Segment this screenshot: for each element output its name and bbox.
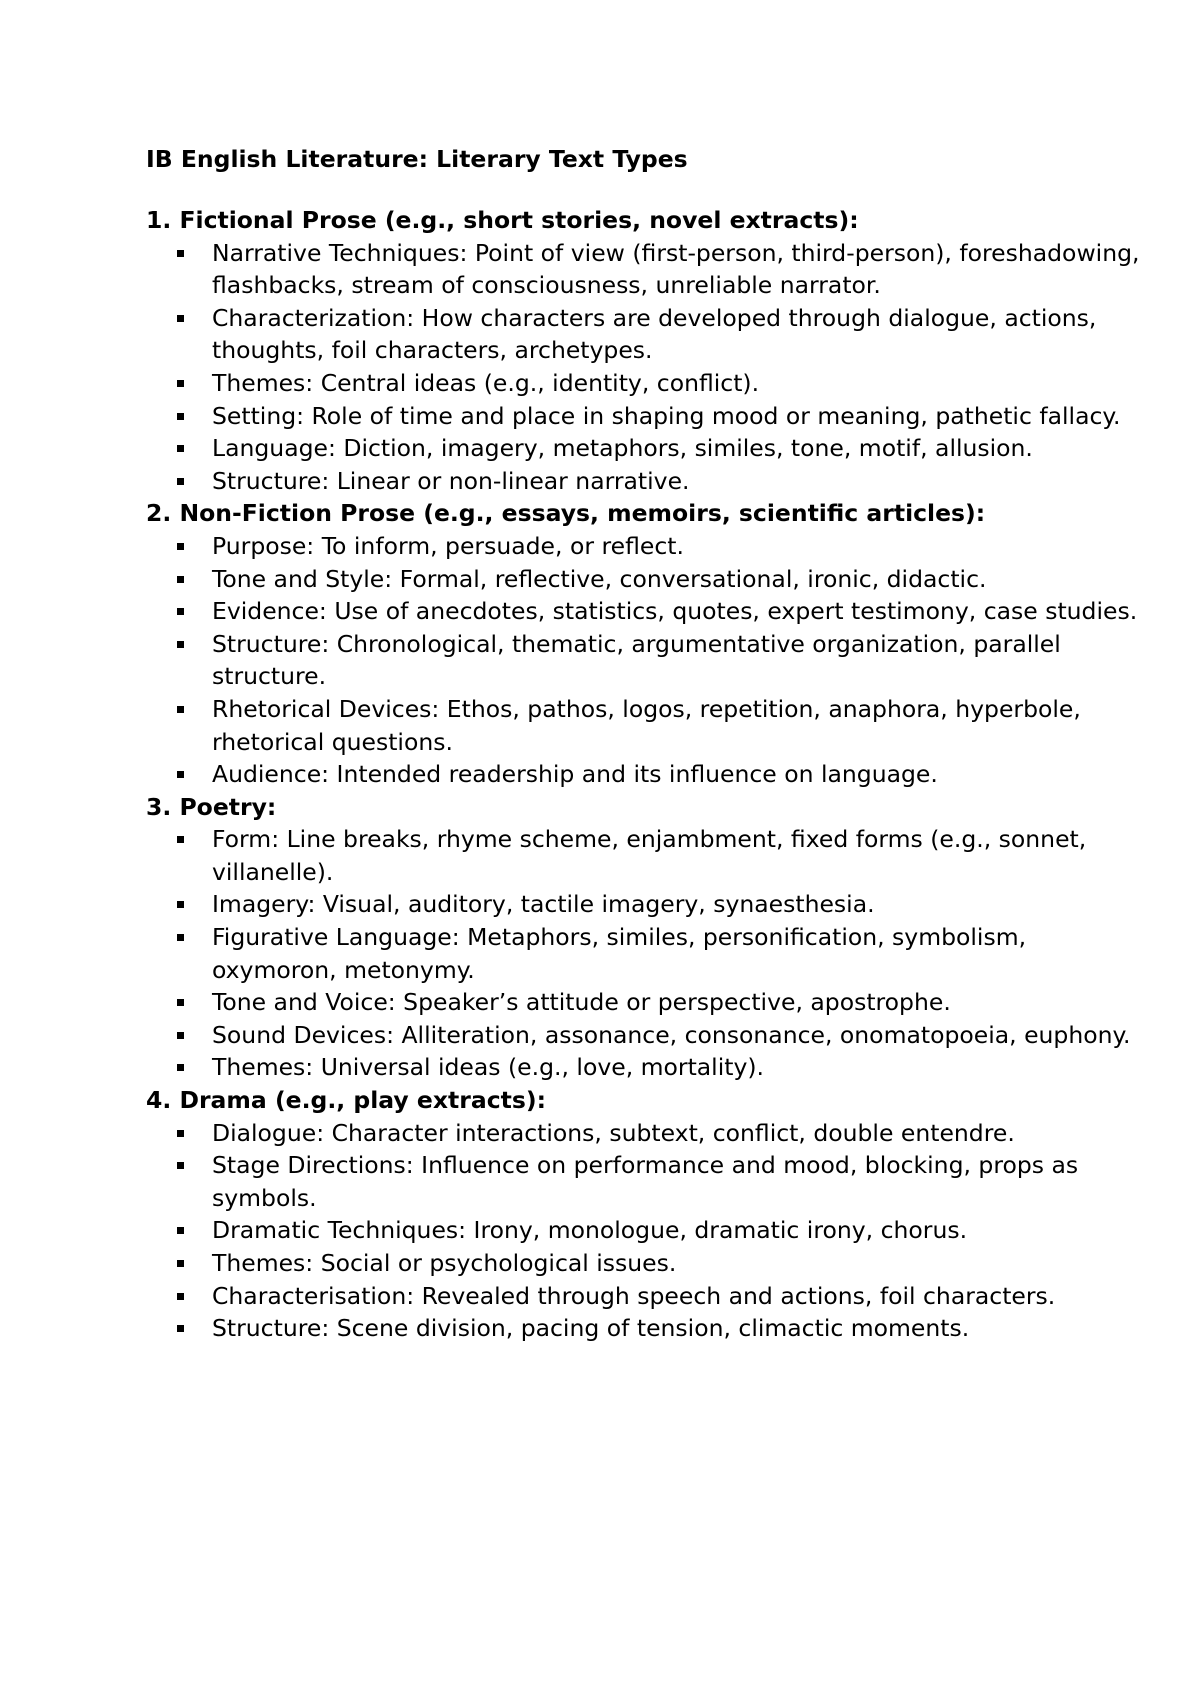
list-item-text: Setting: Role of time and place in shaping mood or meaning, pathetic fallacy. [212,401,1121,430]
list-item-text: Characterization: How characters are developed through dialogue, actions, thoughts, foil characters, archetypes. [212,303,1097,365]
bullet-list [146,237,1152,498]
list-item [212,1247,1152,1280]
list-item-text: Themes: Social or psychological issues. [212,1249,677,1277]
bullet-icon [177,934,184,941]
section-heading: 1. Fictional Prose (e.g., short stories, novel extracts): [146,206,859,234]
list-item [212,432,1152,465]
list-item [212,465,1152,498]
section-heading: 4. Drama (e.g., play extracts): [146,1086,546,1115]
bullet-icon [177,413,184,420]
list-item-text: Imagery: Visual, auditory, tactile imagery, synaesthesia. [212,890,875,919]
list-item-text: Structure: Linear or non-linear narrative. [212,466,690,495]
bullet-icon [177,771,184,778]
list-item [212,823,1152,888]
bullet-icon [177,478,184,485]
list-item [212,1019,1152,1052]
section-heading: 3. Poetry: [146,792,277,821]
section-heading: 2. Non-Fiction Prose (e.g., essays, memoirs, scientific articles): [146,499,986,528]
bullet-icon [177,576,184,583]
list-item-text: Sound Devices: Alliteration, assonance, consonance, onomatopoeia, euphony. [212,1020,1131,1049]
list-item [212,302,1152,367]
list-item [212,628,1152,693]
section-non-fiction-prose [146,497,1146,790]
list-item [212,400,1152,433]
list-item [212,758,1152,791]
list-item [212,237,1152,302]
bullet-icon [177,836,184,843]
list-item-text: Language: Diction, imagery, metaphors, similes, tone, motif, allusion. [212,434,1033,463]
list-item-text: Stage Directions: Influence on performance and mood, blocking, props as symbols. [212,1151,1079,1212]
list-item-text: Rhetorical Devices: Ethos, pathos, logos, repetition, anaphora, hyperbole, rhetorical questions. [212,694,1081,756]
bullet-icon [177,1032,184,1039]
section-fictional-prose [146,204,1146,497]
bullet-icon [177,901,184,908]
bullet-icon [177,1260,184,1267]
list-item-text: Dialogue: Character interactions, subtext, conflict, double entendre. [212,1118,1015,1147]
list-item-text: Structure: Scene division, pacing of tension, climactic moments. [212,1314,970,1343]
bullet-icon [177,250,184,257]
list-item [212,986,1152,1019]
list-item [212,693,1152,758]
bullet-icon [177,706,184,713]
list-item-text: Evidence: Use of anecdotes, statistics, quotes, expert testimony, case studies. [212,597,1138,626]
bullet-icon [177,315,184,322]
bullet-icon [177,380,184,387]
list-item [212,563,1152,596]
section-poetry [146,791,1146,1084]
list-item [212,1214,1152,1247]
list-item-text: Narrative Techniques: Point of view (first-person, third-person), foreshadowing, flashbacks, stream of consciousness, unreliable narrator. [212,238,1140,300]
bullet-icon [177,1130,184,1137]
list-item-text: Tone and Voice: Speaker’s attitude or perspective, apostrophe. [212,988,951,1017]
list-item [212,595,1152,628]
list-item-text: Structure: Chronological, thematic, argumentative organization, parallel structure. [212,629,1061,691]
bullet-list [146,1117,1152,1345]
bullet-icon [177,999,184,1006]
bullet-icon [177,543,184,550]
list-item [212,1280,1152,1313]
list-item-text: Characterisation: Revealed through speech and actions, foil characters. [212,1281,1056,1310]
list-item [212,1051,1152,1084]
list-item-text: Tone and Style: Formal, reflective, conversational, ironic, didactic. [212,564,987,593]
list-item [212,1149,1152,1214]
list-item-text: Figurative Language: Metaphors, similes, personification, symbolism, oxymoron, metonymy. [212,923,1027,984]
list-item [212,921,1152,986]
list-item-text: Themes: Central ideas (e.g., identity, conflict). [212,368,760,397]
list-item [212,367,1152,400]
bullet-icon [177,1227,184,1234]
bullet-icon [177,1293,184,1300]
list-item [212,888,1152,921]
bullet-list [146,823,1152,1084]
document-title: IB English Literature: Literary Text Types [146,145,688,173]
list-item-text: Form: Line breaks, rhyme scheme, enjambment, fixed forms (e.g., sonnet, villanelle). [212,825,1087,886]
list-item-text: Purpose: To inform, persuade, or reflect. [212,531,684,560]
section-drama [146,1084,1146,1345]
list-item [212,530,1152,563]
list-item-text: Dramatic Techniques: Irony, monologue, dramatic irony, chorus. [212,1216,968,1245]
list-item [212,1117,1152,1150]
bullet-icon [177,445,184,452]
bullet-list [146,530,1152,791]
list-item [212,1312,1152,1345]
bullet-icon [177,1162,184,1169]
bullet-icon [177,641,184,648]
bullet-icon [177,1064,184,1071]
document-body [146,204,1146,1345]
bullet-icon [177,608,184,615]
list-item-text: Themes: Universal ideas (e.g., love, mortality). [212,1053,764,1082]
bullet-icon [177,1325,184,1332]
list-item-text: Audience: Intended readership and its influence on language. [212,760,938,789]
